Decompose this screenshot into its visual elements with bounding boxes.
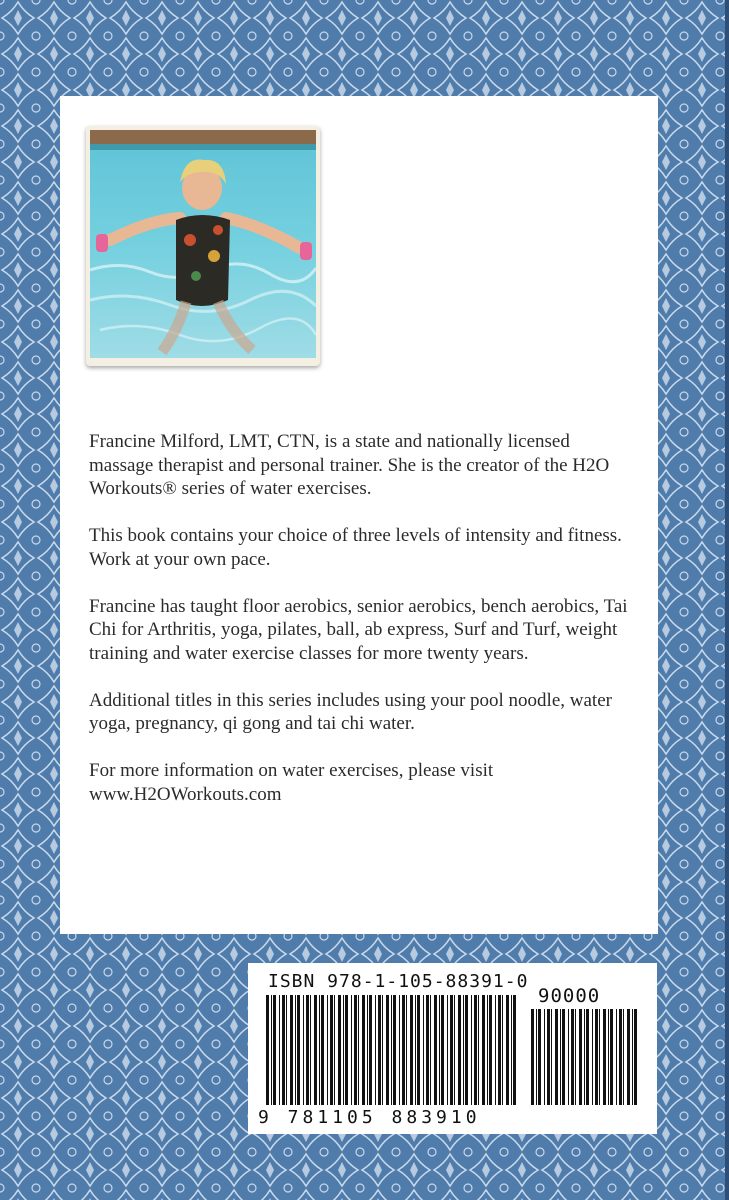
barcode-bar xyxy=(338,995,341,1105)
barcode-bar xyxy=(399,995,400,1105)
barcode-bar xyxy=(562,1009,565,1105)
barcode-bar xyxy=(393,995,396,1105)
barcode-bar xyxy=(410,995,413,1105)
barcode-bar xyxy=(579,1009,582,1105)
barcode-bar xyxy=(266,995,269,1105)
barcode-bar xyxy=(439,995,440,1105)
author-photo xyxy=(86,126,320,366)
barcode-bar xyxy=(354,995,357,1105)
barcode-bar xyxy=(334,995,335,1105)
barcode-bar xyxy=(382,995,383,1105)
barcode-bar xyxy=(603,1009,606,1105)
barcode-bar xyxy=(430,995,431,1105)
barcode-bar xyxy=(623,1009,624,1105)
barcode-bar xyxy=(345,995,348,1105)
barcode-bar xyxy=(279,995,280,1105)
barcode-bar xyxy=(538,1009,541,1105)
barcode-bar xyxy=(297,995,300,1105)
barcode-bar xyxy=(463,995,464,1105)
barcode-bar xyxy=(551,1009,552,1105)
barcode-bar xyxy=(586,1009,589,1105)
barcode-bar xyxy=(434,995,437,1105)
barcode-bar xyxy=(310,995,311,1105)
barcode-bar xyxy=(584,1009,585,1105)
barcode-bar xyxy=(327,995,328,1105)
barcode-bar xyxy=(506,995,509,1105)
barcode-bar xyxy=(454,995,455,1105)
barcode-bar xyxy=(595,1009,598,1105)
barcode-bar xyxy=(295,995,296,1105)
barcode-bar xyxy=(447,995,448,1105)
barcode-bar xyxy=(608,1009,609,1105)
barcode-bar xyxy=(465,995,468,1105)
spine-edge xyxy=(725,0,729,1200)
author-in-pool-image xyxy=(90,130,316,358)
barcode-bar xyxy=(489,995,492,1105)
barcode-bar xyxy=(610,1009,613,1105)
barcode-bar xyxy=(502,995,503,1105)
barcode-bar xyxy=(343,995,344,1105)
barcode-bar xyxy=(560,1009,561,1105)
barcode-bar xyxy=(423,995,424,1105)
barcode-bar xyxy=(367,995,368,1105)
barcode-bar xyxy=(474,995,477,1105)
barcode-bar xyxy=(402,995,405,1105)
barcode-bar xyxy=(290,995,293,1105)
barcode-bar xyxy=(495,995,496,1105)
barcode-bar xyxy=(273,995,276,1105)
barcode-bar xyxy=(314,995,317,1105)
barcode-bar xyxy=(627,1009,630,1105)
barcode-bar xyxy=(286,995,287,1105)
barcode-bar xyxy=(555,1009,558,1105)
barcode-bar xyxy=(471,995,472,1105)
barcode-bar xyxy=(321,995,324,1105)
blurb-paragraph-levels: This book contains your choice of three levels of intensity and fitness. Work at your own pace. xyxy=(89,525,622,570)
barcode-bar xyxy=(282,995,285,1105)
barcode-bar xyxy=(458,995,461,1105)
barcode-bar xyxy=(358,995,359,1105)
barcode-bar xyxy=(391,995,392,1105)
addon-barcode-bars xyxy=(531,1009,641,1105)
barcode-bar xyxy=(415,995,416,1105)
barcode-bar xyxy=(426,995,429,1105)
barcode-bar xyxy=(634,1009,637,1105)
barcode-bar xyxy=(616,1009,617,1105)
barcode-bar xyxy=(271,995,272,1105)
blurb-paragraph-website: For more information on water exercises, please visit www.H2OWorkouts.com xyxy=(89,760,494,805)
barcode-bar xyxy=(478,995,479,1105)
barcode-bar xyxy=(531,1009,534,1105)
barcode-bar xyxy=(547,1009,550,1105)
barcode-bar xyxy=(450,995,453,1105)
isbn-number: ISBN 978-1-105-88391-0 xyxy=(268,971,529,992)
barcode-bar xyxy=(417,995,420,1105)
blurb-paragraph-series: Additional titles in this series includes using your pool noodle, water yoga, pregnancy, qi gong and tai chi water. xyxy=(89,689,612,734)
barcode-bar xyxy=(406,995,407,1105)
isbn-barcode xyxy=(248,963,657,1134)
barcode-bar xyxy=(536,1009,537,1105)
barcode-bar xyxy=(513,995,516,1105)
barcode-bar xyxy=(351,995,352,1105)
barcode-bar xyxy=(386,995,389,1105)
barcode-bar xyxy=(441,995,444,1105)
barcode-bar xyxy=(330,995,333,1105)
barcode-bar xyxy=(619,1009,622,1105)
barcode-bar xyxy=(592,1009,593,1105)
barcode-bar xyxy=(498,995,501,1105)
barcode-bar xyxy=(375,995,376,1105)
price-code: 90000 xyxy=(538,985,601,1007)
barcode-bar xyxy=(571,1009,574,1105)
barcode-bar xyxy=(482,995,485,1105)
barcode-bar xyxy=(511,995,512,1105)
barcode-bar xyxy=(632,1009,633,1105)
barcode-bar xyxy=(487,995,488,1105)
barcode-bar xyxy=(362,995,365,1105)
barcode-bar xyxy=(303,995,304,1105)
barcode-bar xyxy=(568,1009,569,1105)
barcode-bar xyxy=(369,995,372,1105)
barcode-bar xyxy=(544,1009,545,1105)
ean-barcode-bars xyxy=(266,995,516,1105)
barcode-bar xyxy=(575,1009,576,1105)
barcode-bar xyxy=(319,995,320,1105)
back-cover-blurb xyxy=(89,430,634,830)
blurb-paragraph-author: Francine Milford, LMT, CTN, is a state and nationally licensed massage therapist and personal trainer. She is the creator of the H2O Workouts® series of water exercises. xyxy=(89,431,610,499)
ean-digits: 9 781105 883910 xyxy=(258,1107,481,1128)
blurb-paragraph-experience: Francine has taught floor aerobics, senior aerobics, bench aerobics, Tai Chi for Arthritis, yoga, pilates, ball, ab express, Surf and Turf, weight training and water exercise classes for more twenty years. xyxy=(89,595,628,664)
barcode-bar xyxy=(378,995,381,1105)
barcode-bar xyxy=(599,1009,600,1105)
barcode-bar xyxy=(306,995,309,1105)
